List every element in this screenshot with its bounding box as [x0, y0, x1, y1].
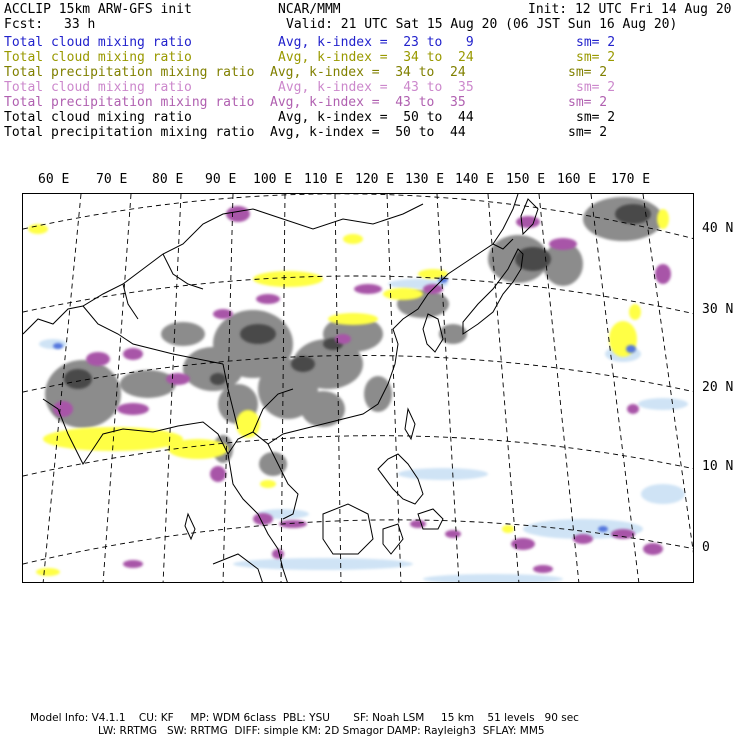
legend-field-7: Total precipitation mixing ratio [4, 125, 255, 140]
legend-field-1: Total cloud mixing ratio [4, 35, 192, 50]
legend-desc-1: Avg, k-index = 23 to 9 [278, 35, 474, 50]
legend-field-5: Total precipitation mixing ratio [4, 95, 255, 110]
legend-field-2: Total cloud mixing ratio [4, 50, 192, 65]
legend-sm-6: sm= 2 [576, 110, 616, 125]
legend-desc-2: Avg, k-index = 34 to 24 [278, 50, 474, 65]
lon-label: 140 E [455, 172, 495, 187]
footer-model-info: Model Info: V4.1.1 CU: KF MP: WDM 6class PBL: YSU SF: Noah LSM 15 km 51 levels 90 sec [30, 712, 579, 724]
legend-field-4: Total cloud mixing ratio [4, 80, 192, 95]
lon-label: 150 E [506, 172, 546, 187]
legend-field-6: Total cloud mixing ratio [4, 110, 192, 125]
title-left: ACCLIP 15km ARW-GFS init [4, 2, 192, 17]
legend-desc-3: Avg, k-index = 34 to 24 [270, 65, 466, 80]
map-canvas [23, 194, 694, 583]
legend-sm-3: sm= 2 [568, 65, 608, 80]
legend-desc-5: Avg, k-index = 43 to 35 [270, 95, 466, 110]
fcst-value: 33 h [64, 17, 96, 32]
lon-label: 80 E [152, 172, 184, 187]
lon-label: 90 E [205, 172, 237, 187]
init-time: Init: 12 UTC Fri 14 Aug 20 [528, 2, 732, 17]
legend-desc-7: Avg, k-index = 50 to 44 [270, 125, 466, 140]
legend-sm-2: sm= 2 [576, 50, 616, 65]
map-panel [22, 193, 694, 583]
legend-sm-1: sm= 2 [576, 35, 616, 50]
legend-sm-7: sm= 2 [568, 125, 608, 140]
title-center: NCAR/MMM [278, 2, 341, 17]
footer-physics-info: LW: RRTMG SW: RRTMG DIFF: simple KM: 2D Smagor DAMP: Rayleigh3 SFLAY: MM5 [98, 725, 545, 737]
legend-sm-5: sm= 2 [568, 95, 608, 110]
valid-time: Valid: 21 UTC Sat 15 Aug 20 (06 JST Sun 16 Aug 20) [286, 17, 678, 32]
lon-label: 100 E [253, 172, 293, 187]
lon-label: 110 E [304, 172, 344, 187]
lat-label: 40 N [702, 221, 734, 236]
lon-label: 130 E [405, 172, 445, 187]
lon-label: 70 E [96, 172, 128, 187]
lat-label: 20 N [702, 380, 734, 395]
lon-label: 120 E [355, 172, 395, 187]
lon-label: 60 E [38, 172, 70, 187]
lon-label: 170 E [611, 172, 651, 187]
lat-label: 30 N [702, 302, 734, 317]
legend-desc-4: Avg, k-index = 43 to 35 [278, 80, 474, 95]
legend-sm-4: sm= 2 [576, 80, 616, 95]
legend-field-3: Total precipitation mixing ratio [4, 65, 255, 80]
lat-label: 0 [702, 540, 710, 555]
legend-desc-6: Avg, k-index = 50 to 44 [278, 110, 474, 125]
lat-label: 10 N [702, 459, 734, 474]
fcst-label: Fcst: [4, 17, 44, 32]
lon-label: 160 E [557, 172, 597, 187]
